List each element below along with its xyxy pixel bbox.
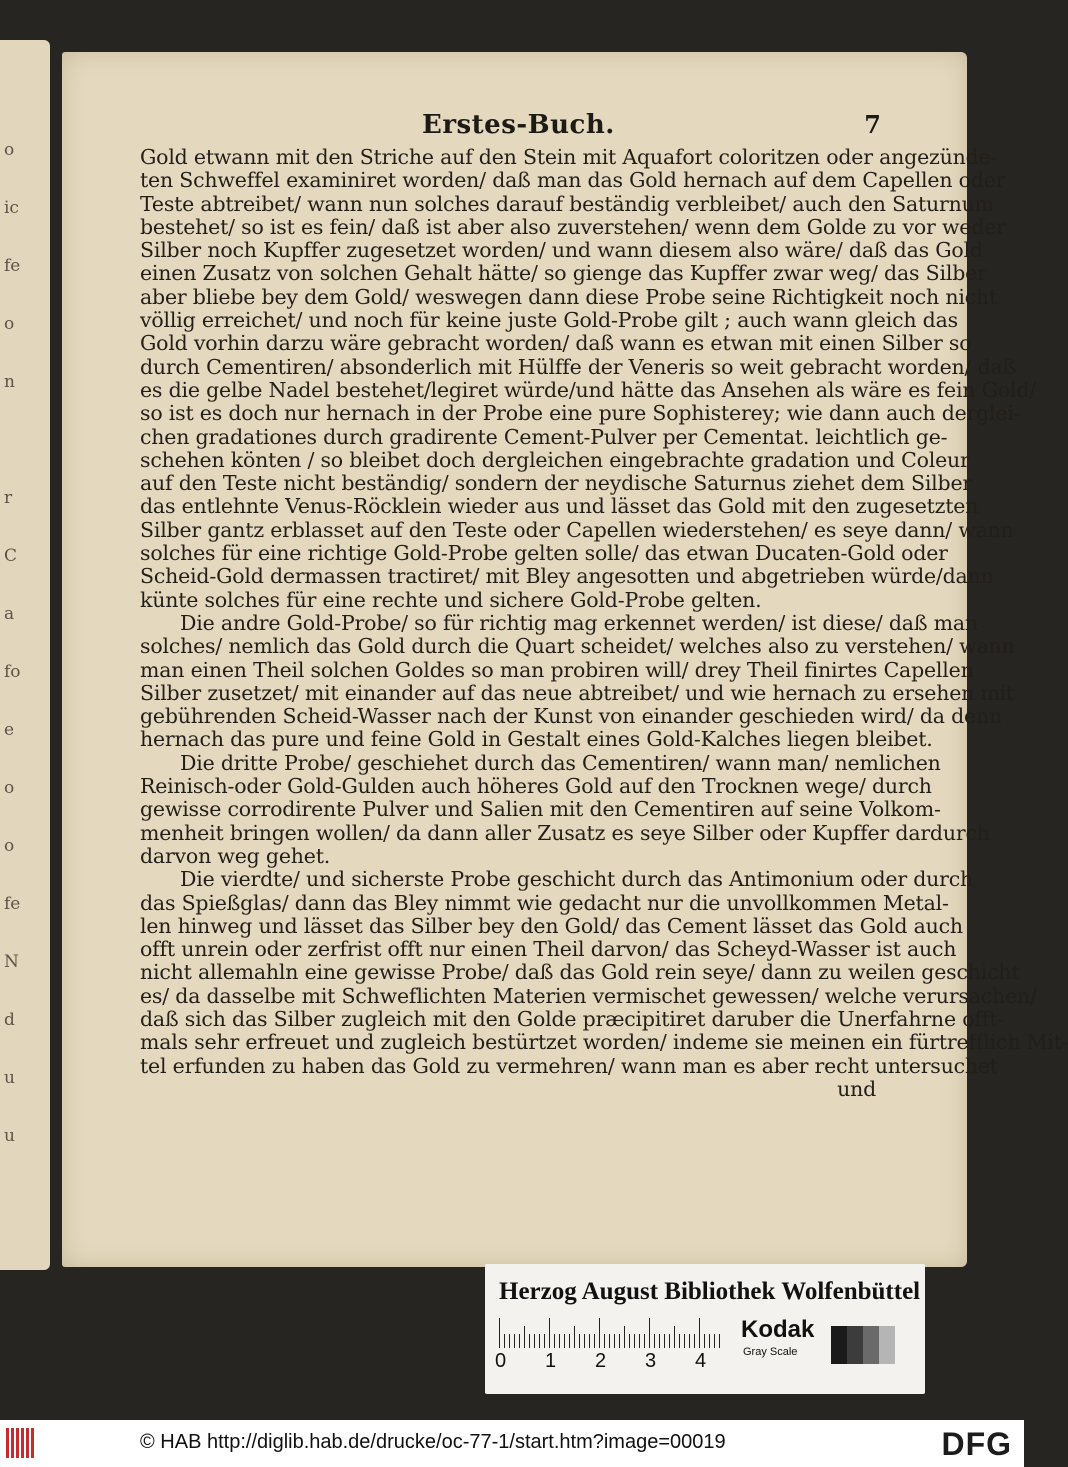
ruler-tick xyxy=(554,1334,555,1348)
facing-page-fragment: fo xyxy=(4,662,21,682)
ruler-tick xyxy=(719,1334,720,1348)
ruler-tick xyxy=(639,1334,640,1348)
ruler-tick xyxy=(664,1334,665,1348)
gray-swatch xyxy=(831,1326,847,1364)
ruler-tick xyxy=(674,1326,675,1348)
footer-bar xyxy=(0,1420,1024,1467)
ruler-tick xyxy=(574,1326,575,1348)
ruler-tick xyxy=(579,1334,580,1348)
text-line: einen Zusatz von solchen Gehalt hätte/ so gienge das Kupffer zwar weg/ das Silber xyxy=(140,261,987,286)
ruler-tick xyxy=(714,1334,715,1348)
text-line: menheit bringen wollen/ da dann aller Zusatz es seye Silber oder Kupffer dardurch xyxy=(140,820,990,845)
text-line: so ist es doch nur hernach in der Probe eine pure Sophisterey; wie dann auch derglei- xyxy=(140,401,1021,426)
facing-page-fragment: u xyxy=(4,1126,15,1146)
ruler-tick xyxy=(529,1334,530,1348)
library-name: Herzog August Bibliothek Wolfenbüttel xyxy=(499,1278,921,1305)
ruler-tick xyxy=(679,1334,680,1348)
text-line: solches für eine richtige Gold-Probe gelten solle/ das etwan Ducaten-Gold oder xyxy=(140,541,948,566)
ruler-tick xyxy=(584,1334,585,1348)
ruler-tick xyxy=(709,1334,710,1348)
ruler-tick xyxy=(644,1334,645,1348)
ruler-tick xyxy=(634,1334,635,1348)
facing-page-fragment: a xyxy=(4,604,15,624)
gray-scale-caption: Gray Scale xyxy=(743,1346,798,1358)
ruler-number: 4 xyxy=(695,1350,707,1372)
ruler-tick xyxy=(594,1334,595,1348)
text-line: len hinweg und lässet das Silber bey den Gold/ das Cement lässet das Gold auch xyxy=(140,913,963,938)
ruler-tick xyxy=(524,1326,525,1348)
facing-page-fragment: o xyxy=(4,836,15,856)
text-line: ten Schweffel examiniret worden/ daß man das Gold hernach auf dem Capellen oder xyxy=(140,168,1006,193)
facing-page-fragment: fe xyxy=(4,256,21,276)
text-line: Reinisch-oder Gold-Gulden auch höheres Gold auf den Trocknen wege/ durch xyxy=(140,774,932,799)
gray-swatch xyxy=(879,1326,895,1364)
text-line: man einen Theil solchen Goldes so man probiren will/ drey Theil finirtes Capellen xyxy=(140,657,974,682)
facing-page-fragment: o xyxy=(4,140,15,160)
ruler-tick xyxy=(549,1318,550,1348)
facing-page-fragment: o xyxy=(4,778,15,798)
ruler-tick xyxy=(649,1318,650,1348)
running-head xyxy=(62,110,967,142)
text-line: hernach das pure und feine Gold in Gestalt eines Gold-Kalches liegen bleibet. xyxy=(140,727,933,752)
text-line: solches/ nemlich das Gold durch die Quart scheidet/ welches also zu verstehen/ wann xyxy=(140,634,1015,659)
catchword: und xyxy=(837,1076,876,1101)
text-line: Scheid-Gold dermassen tractiret/ mit Bley angesotten und abgetrieben würde/dann xyxy=(140,564,994,589)
ruler-tick xyxy=(499,1318,500,1348)
ruler-tick xyxy=(619,1334,620,1348)
gray-swatch xyxy=(847,1326,863,1364)
ruler-tick xyxy=(544,1334,545,1348)
text-line: schehen könten / so bleibet doch dergleichen eingebrachte gradation und Coleur xyxy=(140,447,970,472)
text-line: mals sehr erfreuet und zugleich bestürtzet worden/ indeme sie meinen ein fürtrefflich Mit- xyxy=(140,1030,1068,1055)
ruler-tick xyxy=(694,1334,695,1348)
text-line: Silber zusetzet/ mit einander auf das neue abtreibet/ und wie hernach zu ersehen mit xyxy=(140,680,1015,705)
ruler-number: 3 xyxy=(645,1350,657,1372)
text-line: völlig erreichet/ und noch für keine juste Gold-Probe gilt ; auch wann gleich das xyxy=(140,308,958,333)
gray-swatch xyxy=(863,1326,879,1364)
ruler-tick xyxy=(699,1318,700,1348)
ruler-tick xyxy=(614,1334,615,1348)
kodak-brand: Kodak xyxy=(741,1316,815,1343)
text-line: Die vierdte/ und sicherste Probe geschicht durch das Antimonium oder durch xyxy=(180,867,974,892)
ruler-tick xyxy=(564,1334,565,1348)
text-line: chen gradationes durch gradirente Cement-Pulver per Cementat. leichtlich ge- xyxy=(140,424,948,449)
text-line: durch Cementiren/ absonderlich mit Hülffe der Veneris so weit gebracht worden/ daß xyxy=(140,354,1017,379)
ruler-tick xyxy=(569,1334,570,1348)
text-line: darvon weg gehet. xyxy=(140,843,331,868)
ruler-number: 1 xyxy=(545,1350,557,1372)
facing-page-fragment: n xyxy=(4,372,15,392)
ruler-tick xyxy=(704,1334,705,1348)
facing-page-fragment: o xyxy=(4,314,15,334)
facing-page-fragment: N xyxy=(4,952,19,972)
book-page xyxy=(62,52,1068,1267)
ruler-tick xyxy=(589,1334,590,1348)
ruler-tick xyxy=(604,1334,605,1348)
text-line: das Spießglas/ dann das Bley nimmt wie gedacht nur die unvollkommen Metal- xyxy=(140,890,949,915)
text-line: es die gelbe Nadel bestehet/legiret würde/und hätte das Ansehen als wäre es fein Gold/ xyxy=(140,377,1036,402)
text-line: Die dritte Probe/ geschiehet durch das Cementiren/ wann man/ nemlichen xyxy=(180,750,941,775)
scale-ruler xyxy=(499,1318,729,1348)
ruler-tick xyxy=(509,1334,510,1348)
ruler-tick xyxy=(599,1318,600,1348)
ruler-tick xyxy=(504,1334,505,1348)
facing-page-fragment: C xyxy=(4,546,18,566)
ruler-tick xyxy=(629,1334,630,1348)
ruler-tick xyxy=(654,1334,655,1348)
text-line: daß sich das Silber zugleich mit den Golde præcipitiret daruber die Unerfahrne offt- xyxy=(140,1006,1004,1031)
body-text xyxy=(140,145,1068,1101)
text-line: offt unrein oder zerfrist offt nur einen Theil darvon/ das Scheyd-Wasser ist auch xyxy=(140,937,957,962)
facing-page-fragment: fe xyxy=(4,894,21,914)
library-label xyxy=(485,1264,925,1394)
facing-page-fragment: d xyxy=(4,1010,15,1030)
ruler-tick xyxy=(539,1334,540,1348)
text-line: Die andre Gold-Probe/ so für richtig mag erkennet werden/ ist diese/ daß man xyxy=(180,610,978,635)
text-line: künte solches für eine rechte und sichere Gold-Probe gelten. xyxy=(140,587,762,612)
ruler-number: 2 xyxy=(595,1350,607,1372)
ruler-tick xyxy=(559,1334,560,1348)
facing-page-edge xyxy=(0,40,50,1270)
facing-page-fragment: r xyxy=(4,488,13,508)
ruler-number: 0 xyxy=(495,1350,507,1372)
text-line: das entlehnte Venus-Röcklein wieder aus und lässet das Gold mit den zugesetzten xyxy=(140,494,979,519)
ruler-tick xyxy=(609,1334,610,1348)
dfg-logo: DFG xyxy=(941,1426,1012,1462)
text-line: Silber gantz erblasset auf den Teste oder Capellen wiederstehen/ es seye dann/ wann xyxy=(140,517,1014,542)
text-line: tel erfunden zu haben das Gold zu vermehren/ wann man es aber recht untersuchet xyxy=(140,1053,998,1078)
running-title: Erstes-Buch. xyxy=(422,110,615,140)
text-line: auf den Teste nicht beständig/ sondern der neydische Saturnus ziehet dem Silber xyxy=(140,471,972,496)
text-line: nicht allemahln eine gewisse Probe/ daß das Gold rein seye/ dann zu weilen geschicht xyxy=(140,960,1020,985)
page-number: 7 xyxy=(864,110,881,139)
text-line: bestehet/ so ist es fein/ daß ist aber also zuverstehen/ wenn dem Golde zu vor weder xyxy=(140,214,1006,239)
color-strip-icon xyxy=(6,1428,36,1458)
ruler-tick xyxy=(689,1334,690,1348)
facing-page-fragment: e xyxy=(4,720,15,740)
ruler-tick xyxy=(659,1334,660,1348)
text-line: gewisse corrodirente Pulver und Salien mit den Cementiren auf seine Volkom- xyxy=(140,797,941,822)
text-line: Silber noch Kupffer zugesetzet worden/ und wann diesem also wäre/ daß das Gold xyxy=(140,238,983,263)
text-line: Gold vorhin darzu wäre gebracht worden/ daß wann es etwan mit einen Silber so xyxy=(140,331,972,356)
copyright-url[interactable]: © HAB http://diglib.hab.de/drucke/oc-77-1/start.htm?image=00019 xyxy=(140,1431,726,1453)
ruler-tick xyxy=(624,1326,625,1348)
facing-page-fragment: u xyxy=(4,1068,15,1088)
text-line: gebührenden Scheid-Wasser nach der Kunst von einander geschieden wird/ da denn xyxy=(140,704,1002,729)
facing-page-fragment: ic xyxy=(4,198,19,218)
ruler-tick xyxy=(534,1334,535,1348)
text-line: es/ da dasselbe mit Schweflichten Materien vermischet gewessen/ welche verursachen/ xyxy=(140,983,1037,1008)
ruler-tick xyxy=(514,1334,515,1348)
ruler-tick xyxy=(519,1334,520,1348)
ruler-tick xyxy=(684,1334,685,1348)
text-line: Gold etwann mit den Striche auf den Stein mit Aquafort coloritzen oder angezünde- xyxy=(140,145,998,169)
text-line: Teste abtreibet/ wann nun solches darauf beständig verbleibet/ auch den Saturnum xyxy=(140,191,994,216)
ruler-tick xyxy=(669,1334,670,1348)
text-line: aber bliebe bey dem Gold/ weswegen dann diese Probe seine Richtigkeit noch nicht xyxy=(140,284,998,309)
